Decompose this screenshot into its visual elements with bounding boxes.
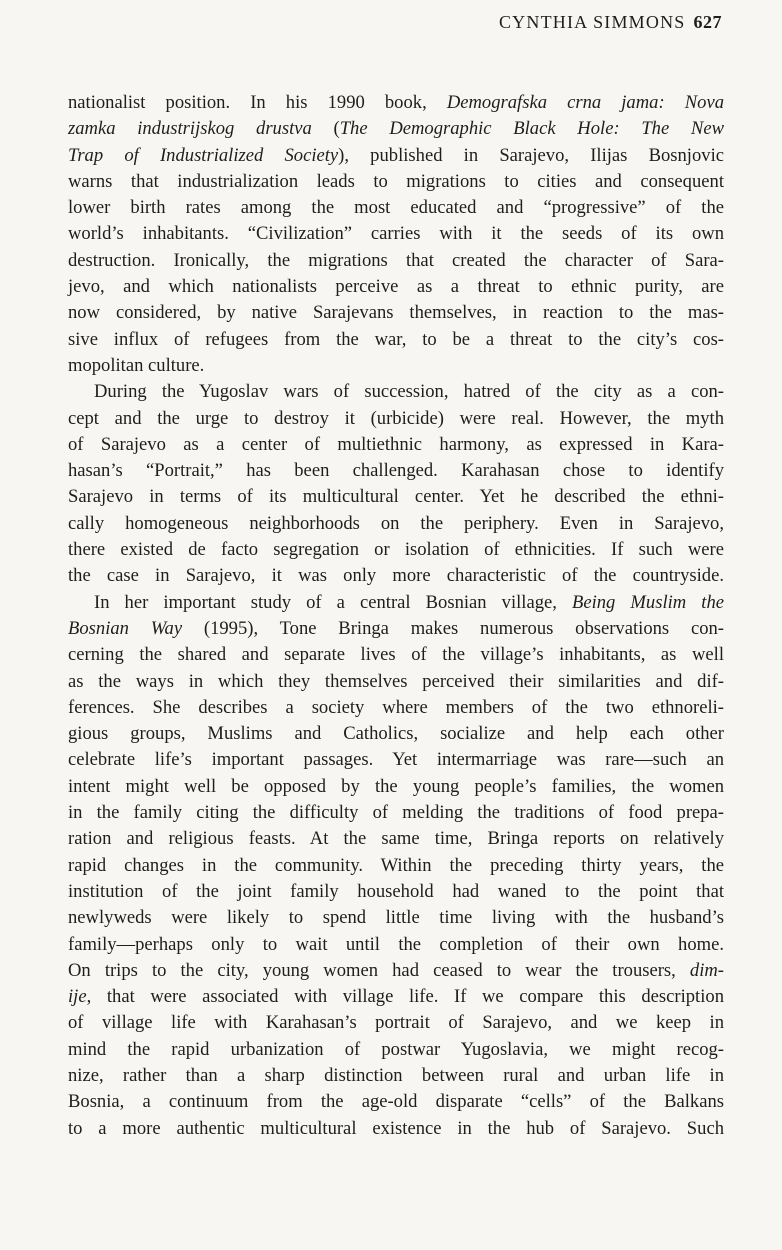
text-line: sive influx of refugees from the war, to be a threat to the city’s cos-: [68, 328, 724, 350]
text-line: nationalist position. In his 1990 book, Demografska crna jama: Nova: [68, 92, 724, 113]
text-line: nize, rather than a sharp distinction between rural and urban life in: [68, 1064, 724, 1086]
text-line: hasan’s “Portrait,” has been challenged. Karahasan chose to identify: [68, 460, 724, 482]
running-head-author: CYNTHIA SIMMONS: [498, 12, 686, 32]
text-line: destruction. Ironically, the migrations that created the character of Sara-: [68, 249, 724, 271]
text-line: newlyweds were likely to spend little time living with the husband’s: [68, 907, 724, 929]
text-line: zamka industrijskog drustva (The Demographic Black Hole: The New: [68, 118, 724, 140]
text-line: institution of the joint family household had waned to the point that: [68, 880, 724, 902]
text-line: of Sarajevo as a center of multiethnic harmony, as expressed in Kara-: [68, 433, 724, 455]
page-number: 627: [693, 12, 722, 32]
text-line: ferences. She describes a society where members of the two ethnoreli-: [68, 696, 724, 718]
text-line: Sarajevo in terms of its multicultural center. Yet he described the ethni-: [68, 486, 724, 508]
text-line: the case in Sarajevo, it was only more characteristic of the countryside.: [68, 565, 724, 587]
text-line: celebrate life’s important passages. Yet intermarriage was rare—such an: [68, 749, 724, 771]
text-line: Bosnia, a continuum from the age-old disparate “cells” of the Balkans: [68, 1091, 724, 1113]
text-line: cally homogeneous neighborhoods on the periphery. Even in Sarajevo,: [68, 512, 724, 534]
text-line: in the family citing the difficulty of melding the traditions of food prepa-: [68, 802, 724, 824]
text-line: mind the rapid urbanization of postwar Yugoslavia, we might recog-: [68, 1038, 724, 1060]
text-line: Trap of Industrialized Society), published in Sarajevo, Ilijas Bosnjovic: [68, 144, 724, 166]
text-line: During the Yugoslav wars of succession, hatred of the city as a con-: [94, 381, 724, 403]
text-line: ije, that were associated with village life. If we compare this description: [68, 986, 724, 1008]
text-line: family—perhaps only to wait until the completion of their own home.: [68, 933, 724, 955]
text-line: warns that industrialization leads to migrations to cities and consequent: [68, 170, 724, 192]
text-line: of village life with Karahasan’s portrait of Sarajevo, and we keep in: [68, 1012, 724, 1034]
text-line: now considered, by native Sarajevans themselves, in reaction to the mas-: [68, 302, 724, 324]
text-line: ration and religious feasts. At the same time, Bringa reports on relatively: [68, 828, 724, 850]
text-line: On trips to the city, young women had ceased to wear the trousers, dim-: [68, 959, 724, 981]
running-head: [499, 12, 722, 33]
text-line: gious groups, Muslims and Catholics, socialize and help each other: [68, 723, 724, 745]
text-line: Bosnian Way (1995), Tone Bringa makes numerous observations con-: [68, 617, 724, 639]
text-line: rapid changes in the community. Within the preceding thirty years, the: [68, 854, 724, 876]
text-line: lower birth rates among the most educated and “progressive” of the: [68, 197, 724, 219]
text-line: as the ways in which they themselves perceived their similarities and dif-: [68, 670, 724, 692]
text-line: intent might well be opposed by the young people’s families, the women: [68, 775, 724, 797]
text-line: jevo, and which nationalists perceive as a threat to ethnic purity, are: [68, 276, 724, 298]
text-line: to a more authentic multicultural existence in the hub of Sarajevo. Such: [68, 1117, 724, 1139]
text-line: cerning the shared and separate lives of the village’s inhabitants, as well: [68, 644, 724, 666]
text-line: there existed de facto segregation or isolation of ethnicities. If such were: [68, 539, 724, 561]
text-line: cept and the urge to destroy it (urbicide) were real. However, the myth: [68, 407, 724, 429]
text-line: mopolitan culture.: [68, 354, 205, 376]
text-line: world’s inhabitants. “Civilization” carries with it the seeds of its own: [68, 223, 724, 245]
text-line: In her important study of a central Bosnian village, Being Muslim the: [94, 591, 724, 613]
body-text: [68, 90, 724, 1142]
